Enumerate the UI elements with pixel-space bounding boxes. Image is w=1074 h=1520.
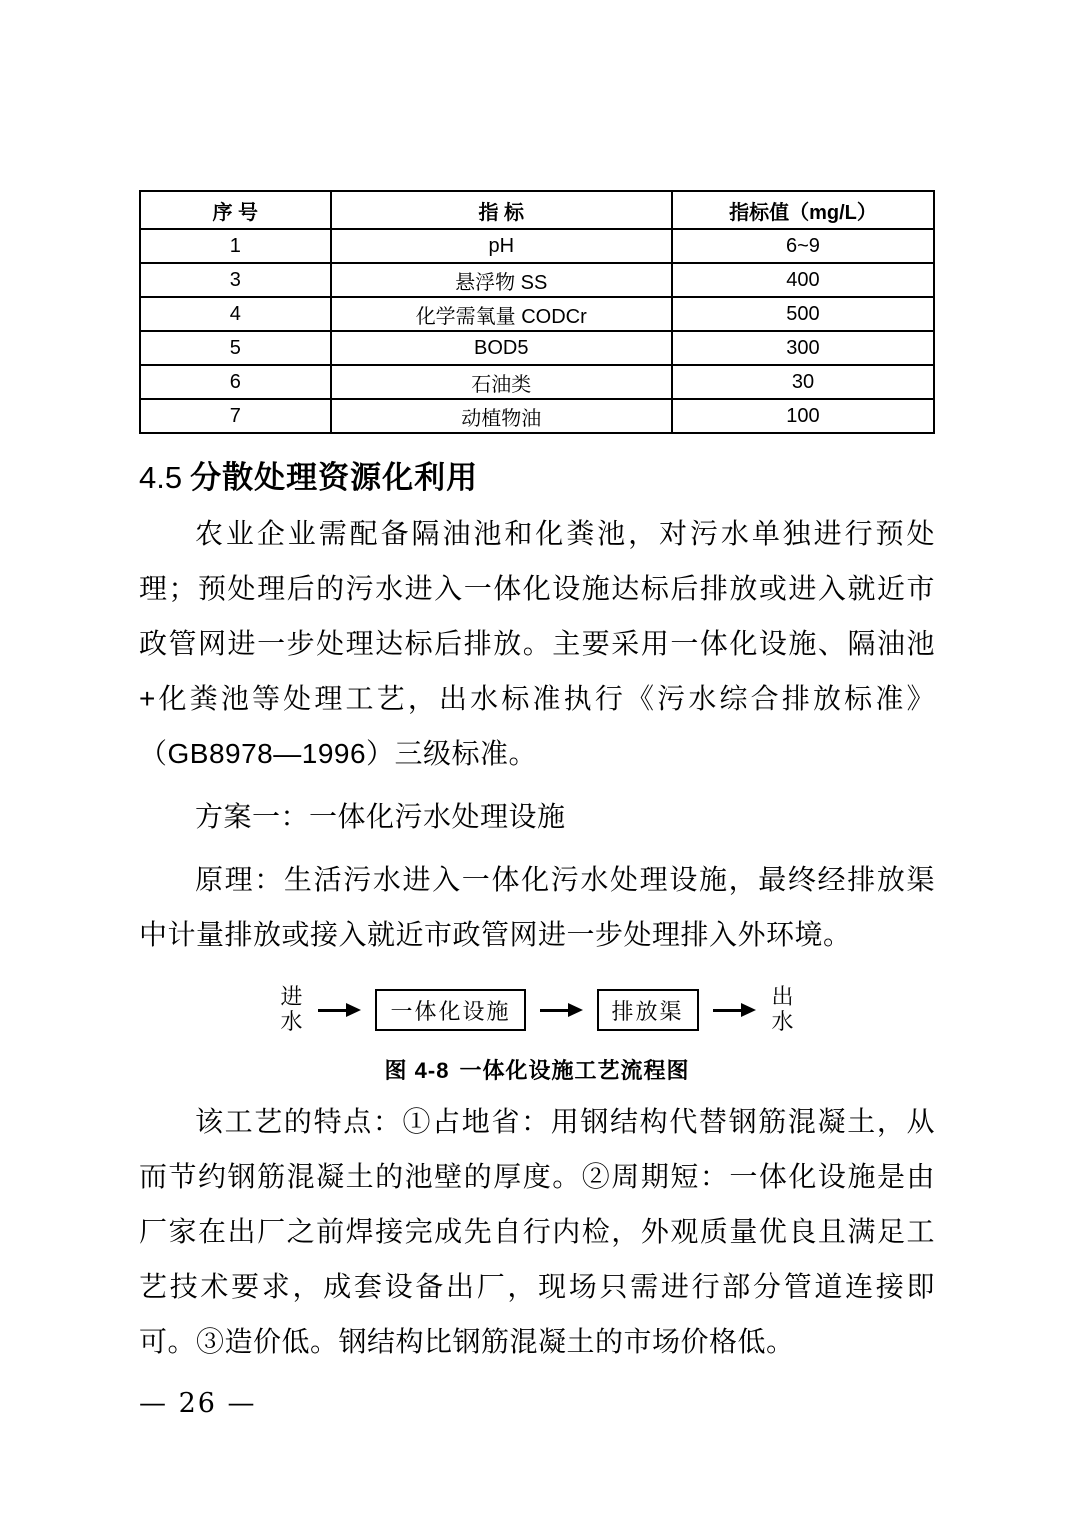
section-heading [139,458,935,498]
cell-seq: 1 [140,229,331,263]
figure-number: 图 4-8 [384,1058,450,1083]
section-title: 分散处理资源化利用 [190,460,479,495]
cell-index: pH [331,229,672,263]
section-number: 4.5 [139,460,183,495]
table-row [140,399,934,433]
right-arrow-icon [713,1003,756,1017]
table-row [140,365,934,399]
cell-seq: 3 [140,263,331,297]
header-cell-index: 指 标 [331,191,672,229]
flow-outlet-label: 出水 [771,985,794,1035]
cell-value: 500 [672,297,934,331]
cell-index: BOD5 [331,331,672,365]
cell-value: 300 [672,331,934,365]
page-number: — 26 — [139,1388,257,1419]
process-flow-diagram [139,982,935,1038]
cell-value: 100 [672,399,934,433]
figure-title: 一体化设施工艺流程图 [459,1058,690,1083]
arrow-head [346,1003,361,1017]
cell-seq: 4 [140,297,331,331]
arrow-shaft [713,1009,741,1012]
cell-value: 30 [672,365,934,399]
figure-caption [139,1056,935,1086]
table-row [140,331,934,365]
paragraph-overview: 农业企业需配备隔油池和化粪池，对污水单独进行预处理；预处理后的污水进入一体化设施达标后排放或进入就近市政管网进一步处理达标后排放。主要采用一体化设施、隔油池+化粪池等处理工艺，出水标准执行《污水综合排放标准》（GB8978—1996）三级标准。 [139,518,935,769]
cell-value: 6~9 [672,229,934,263]
cell-index: 石油类 [331,365,672,399]
paragraph-features: 该工艺的特点：①占地省：用钢结构代替钢筋混凝土，从而节约钢筋混凝土的池壁的厚度。②周期短：一体化设施是由厂家在出厂之前焊接完成先自行内检，外观质量优良且满足工艺技术要求，成套设备出厂，现场只需进行部分管道连接即可。③造价低。钢结构比钢筋混凝土的市场价格低。 [139,1106,935,1357]
paragraph-scheme: 方案一：一体化污水处理设施 [195,801,566,832]
arrow-shaft [540,1009,568,1012]
arrow-shaft [318,1009,346,1012]
cell-seq: 7 [140,399,331,433]
flow-inlet-label: 进水 [280,985,303,1035]
right-arrow-icon [540,1003,583,1017]
paragraph-principle: 原理：生活污水进入一体化污水处理设施，最终经排放渠中计量排放或接入就近市政管网进一步处理排入外环境。 [139,864,935,950]
header-cell-seq: 序 号 [140,191,331,229]
table-row [140,297,934,331]
standards-table [139,190,935,434]
flow-box-discharge-channel: 排放渠 [597,989,699,1031]
cell-value: 400 [672,263,934,297]
table-header-row [140,191,934,229]
arrow-head [568,1003,583,1017]
flow-box-integrated-facility: 一体化设施 [375,989,525,1031]
cell-seq: 5 [140,331,331,365]
table-row [140,229,934,263]
cell-seq: 6 [140,365,331,399]
right-arrow-icon [318,1003,361,1017]
arrow-head [741,1003,756,1017]
header-cell-value: 指标值（mg/L） [672,191,934,229]
cell-index: 化学需氧量 CODCr [331,297,672,331]
cell-index: 悬浮物 SS [331,263,672,297]
table-row [140,263,934,297]
cell-index: 动植物油 [331,399,672,433]
